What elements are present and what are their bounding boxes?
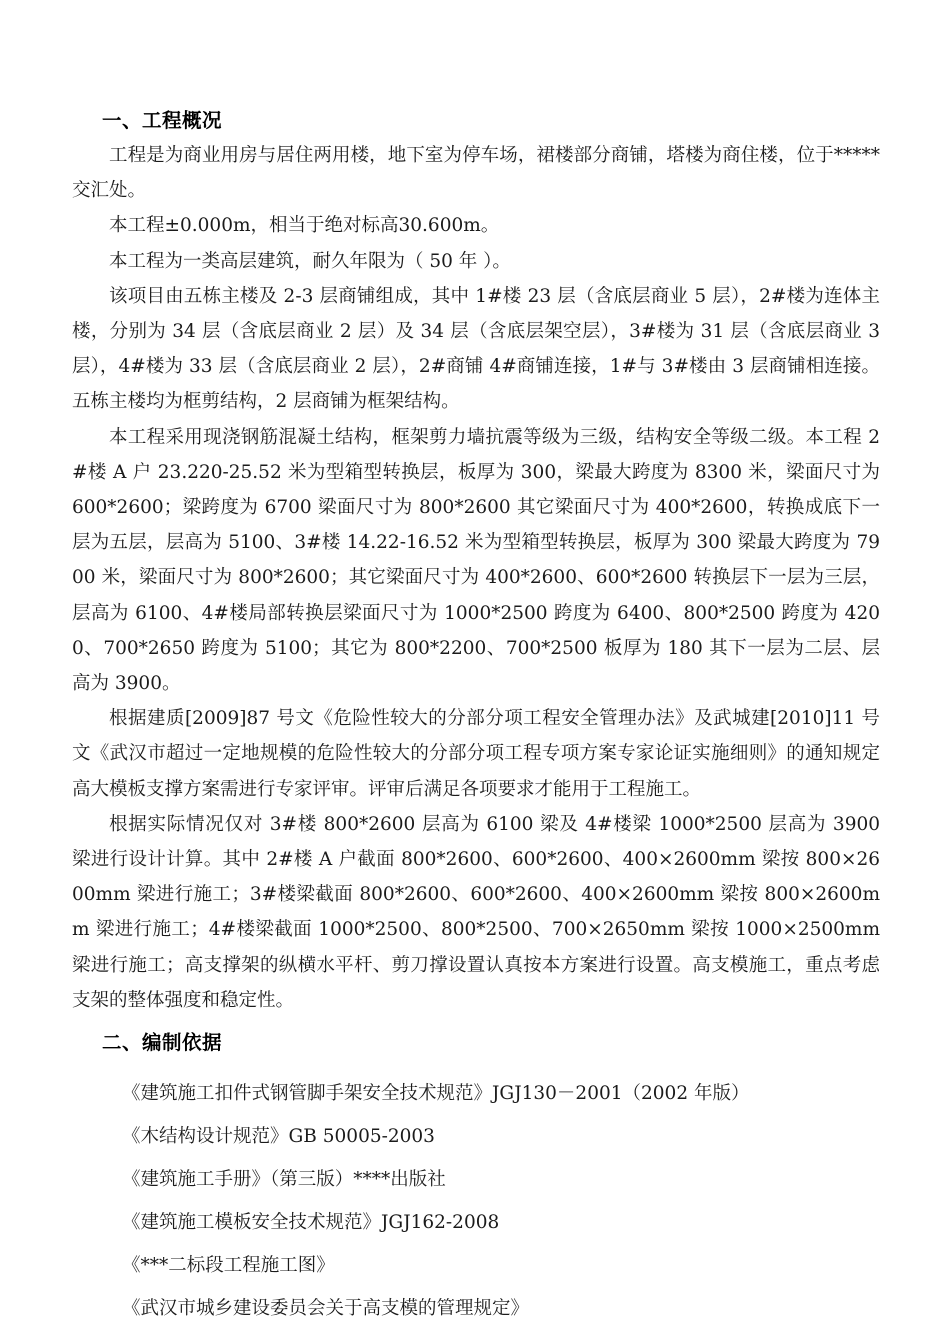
reference-item: 《建筑施工手册》（第三版）****出版社 [122,1169,446,1191]
reference-item: 《武汉市城乡建设委员会关于高支模的管理规定》 [122,1298,530,1320]
paragraph-building-class-durability: 本工程为一类高层建筑，耐久年限为（ 50 年 ）。 [109,250,511,272]
paragraph-elevation-datum: 本工程±0.000m，相当于绝对标高30.600m。 [109,215,500,237]
paragraph-building-composition: 该项目由五栋主楼及 2-3 层商铺组成，其中 1#楼 23 层（含底层商业 5 层），2#楼为连体主楼，分别为 34 层（含底层商业 2 层）及 34 层（含底层架空层），3#楼为 31 层（含底层商业 3 层），4#楼为 33 层（含底层商业 2 层），2#商铺 4#商铺连接，1#与 3#楼由 3 层商铺相连接。五栋主楼均为框剪结构，2 层商铺为框架结构。 [72,285,880,413]
reference-item: 《***二标段工程施工图》 [122,1255,335,1277]
paragraph-regulatory-basis: 根据建质[2009]87 号文《危险性较大的分部分项工程安全管理办法》及武城建[2010]11 号文《武汉市超过一定地规模的危险性较大的分部分项工程专项方案专家论证实施细则》的通知规定高大模板支撑方案需进行专家评审。评审后满足各项要求才能用于工程施工。 [72,708,880,800]
reference-item: 《建筑施工扣件式钢管脚手架安全技术规范》JGJ130－2001（2002 年版） [122,1083,750,1105]
reference-item: 《建筑施工模板安全技术规范》JGJ162-2008 [122,1212,500,1234]
paragraph-structure-and-transfer-floors: 本工程采用现浇钢筋混凝土结构，框架剪力墙抗震等级为三级，结构安全等级二级。本工程 2#楼 A 户 23.220-25.52 米为型箱型转换层，板厚为 300，梁最大跨度为 8300 米，梁面尺寸为 600*2600；梁跨度为 6700 梁面尺寸为 800*2600 其它梁面尺寸为 400*2600，转换成底下一层为五层，层高为 5100、3#楼 14.22-16.52 米为型箱型转换层，板厚为 300 梁最大跨度为 7900 米，梁面尺寸为 800*2600；其它梁面尺寸为 400*2600、600*2600 转换层下一层为三层，层高为 6100、4#楼局部转换层梁面尺寸为 1000*2500 跨度为 6400、800*2500 跨度为 4200、700*2650 跨度为 5100；其它为 800*2200、700*2500 板厚为 180 其下一层为二层、层高为 3900。 [72,426,880,695]
paragraph-design-calculation-scope: 根据实际情况仅对 3#楼 800*2600 层高为 6100 梁及 4#楼梁 1000*2500 层高为 3900 梁进行设计计算。其中 2#楼 A 户截面 800*2600、600*2600、400×2600mm 梁按 800×2600mm 梁进行施工；3#楼梁截面 800*2600、600*2600、400×2600mm 梁按 800×2600mm 梁进行施工；4#楼梁截面 1000*2500、800*2500、700×2650mm 梁按 1000×2500mm 梁进行施工；高支撑架的纵横水平杆、剪刀撑设置认真按本方案进行设置。高支模施工，重点考虑支架的整体强度和稳定性。 [72,813,880,1011]
section-heading-compilation-basis: 二、编制依据 [102,1031,223,1055]
reference-item: 《木结构设计规范》GB 50005-2003 [122,1126,435,1148]
section-heading-engineering-overview: 一、工程概况 [102,109,223,132]
document-content [72,104,880,1330]
reference-list [72,1072,880,1330]
paragraph-project-location: 工程是为商业用房与居住两用楼，地下室为停车场，裙楼部分商铺，塔楼为商住楼，位于*****交汇处。 [72,145,880,202]
